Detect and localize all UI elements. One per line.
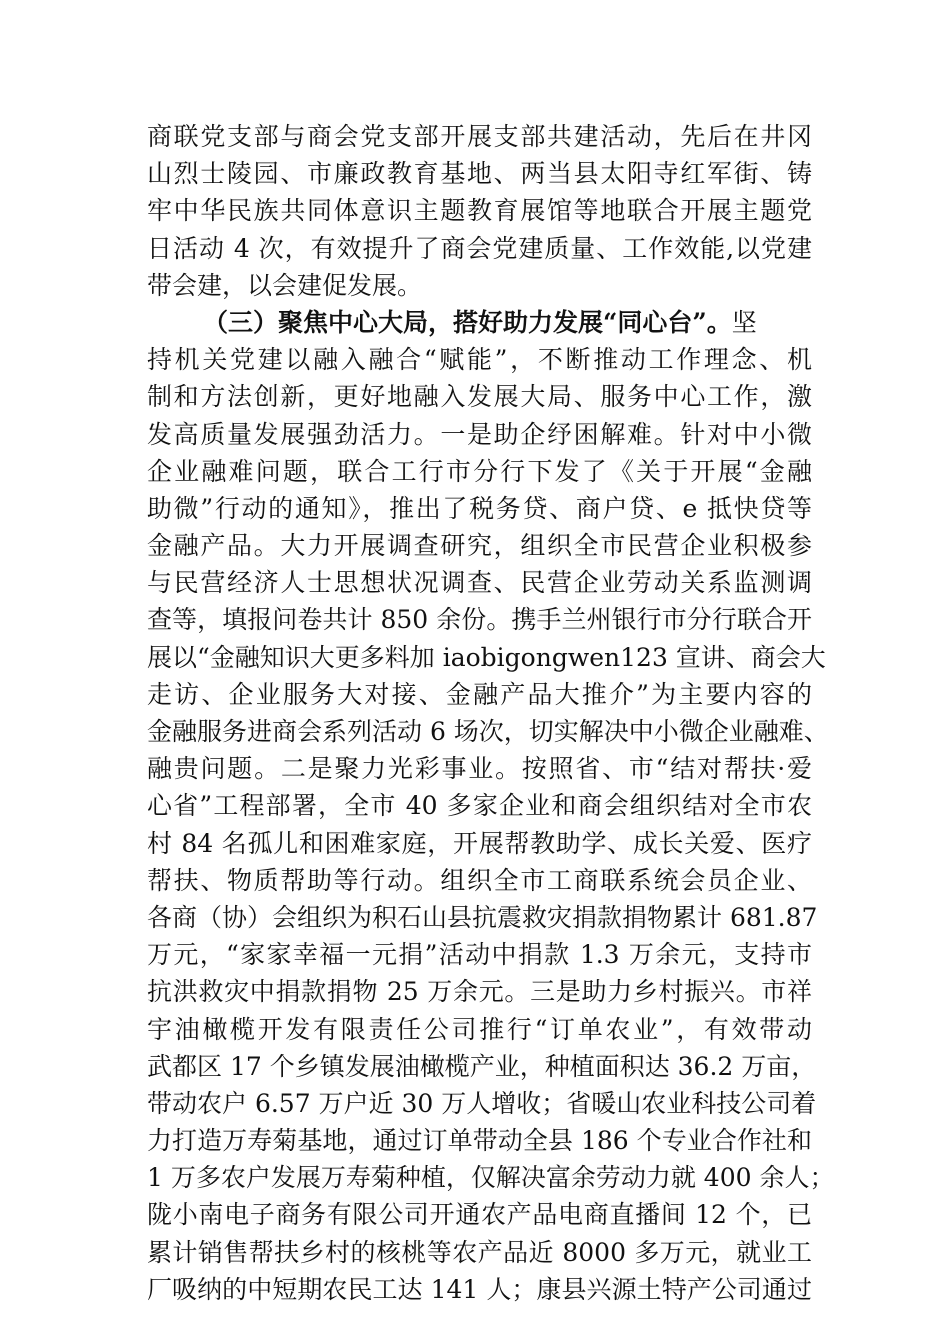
text-line: 日活动 4 次，有效提升了商会党建质量、工作效能,以党建 [147, 233, 812, 263]
text-line: 万元，“家家幸福一元捐”活动中捐款 1.3 万余元，支持市 [147, 940, 812, 970]
text-line: 发高质量发展强劲活力。一是助企纾困解难。针对中小微 [147, 419, 812, 449]
text-line: 武都区 17 个乡镇发展油橄榄产业，种植面积达 36.2 万亩， [147, 1051, 817, 1081]
text-line: 融贵问题。二是聚力光彩事业。按照省、市“结对帮扶·爱 [147, 754, 812, 784]
text-line: 宇油橄榄开发有限责任公司推行“订单农业”，有效带动 [147, 1014, 812, 1044]
text-line: 金融产品。大力开展调查研究，组织全市民营企业积极参 [147, 531, 812, 561]
text-line: 持机关党建以融入融合“赋能”，不断推动工作理念、机 [147, 345, 812, 375]
text-line: 厂吸纳的中短期农民工达 141 人；康县兴源土特产公司通过 [147, 1274, 812, 1304]
text-line: 山烈士陵园、市廉政教育基地、两当县太阳寺红军街、铸 [147, 159, 812, 189]
text-line: 各商（协）会组织为积石山县抗震救灾捐款捐物累计 681.87 [147, 902, 818, 932]
section-heading: （三）聚焦中心大局，搭好助力发展“同心台”。 [203, 307, 732, 337]
text-line: 查等，填报问卷共计 850 余份。携手兰州银行市分行联合开 [147, 605, 812, 635]
text-line: 牢中华民族共同体意识主题教育展馆等地联合开展主题党 [147, 196, 812, 226]
text-line: 村 84 名孤儿和困难家庭，开展帮教助学、成长关爱、医疗 [147, 828, 812, 858]
text-line: 与民营经济人士思想状况调查、民营企业劳动关系监测调 [147, 568, 812, 598]
text-line: 走访、企业服务大对接、金融产品大推介”为主要内容的 [147, 679, 812, 709]
text-line: 助微”行动的通知》，推出了税务贷、商户贷、e 抵快贷等 [147, 493, 812, 523]
body-text [147, 118, 835, 1308]
text-line: 商联党支部与商会党支部开展支部共建活动，先后在井冈 [147, 122, 812, 151]
text-line: 带会建，以会建促发展。 [147, 270, 423, 300]
text-line: 1 万多农户发展万寿菊种植，仅解决富余劳动力就 400 余人； [147, 1163, 835, 1193]
section-heading-line [147, 304, 812, 341]
text-line: 帮扶、物质帮助等行动。组织全市工商联系统会员企业、 [147, 865, 812, 895]
text-line: 陇小南电子商务有限公司开通农产品电商直播间 12 个，已 [147, 1200, 812, 1230]
text-line: 企业融难问题，联合工行市分行下发了《关于开展“金融 [147, 456, 812, 486]
text-line: 累计销售帮扶乡村的核桃等农产品近 8000 多万元，就业工 [147, 1237, 812, 1267]
text-line: 带动农户 6.57 万户近 30 万人增收；省暖山农业科技公司着 [147, 1088, 817, 1118]
heading-continuation: 坚 [731, 307, 757, 337]
text-line: 心省”工程部署，全市 40 多家企业和商会组织结对全市农 [147, 791, 812, 821]
text-line: 制和方法创新，更好地融入发展大局、服务中心工作，激 [147, 382, 812, 412]
text-line: 金融服务进商会系列活动 6 场次，切实解决中小微企业融难、 [147, 717, 829, 746]
text-line: 展以“金融知识大更多料加 iaobigongwen123 宣讲、商会大 [147, 642, 826, 672]
text-line: 抗洪救灾中捐款捐物 25 万余元。三是助力乡村振兴。市祥 [147, 977, 812, 1007]
text-line: 力打造万寿菊基地，通过订单带动全县 186 个专业合作社和 [147, 1126, 812, 1156]
